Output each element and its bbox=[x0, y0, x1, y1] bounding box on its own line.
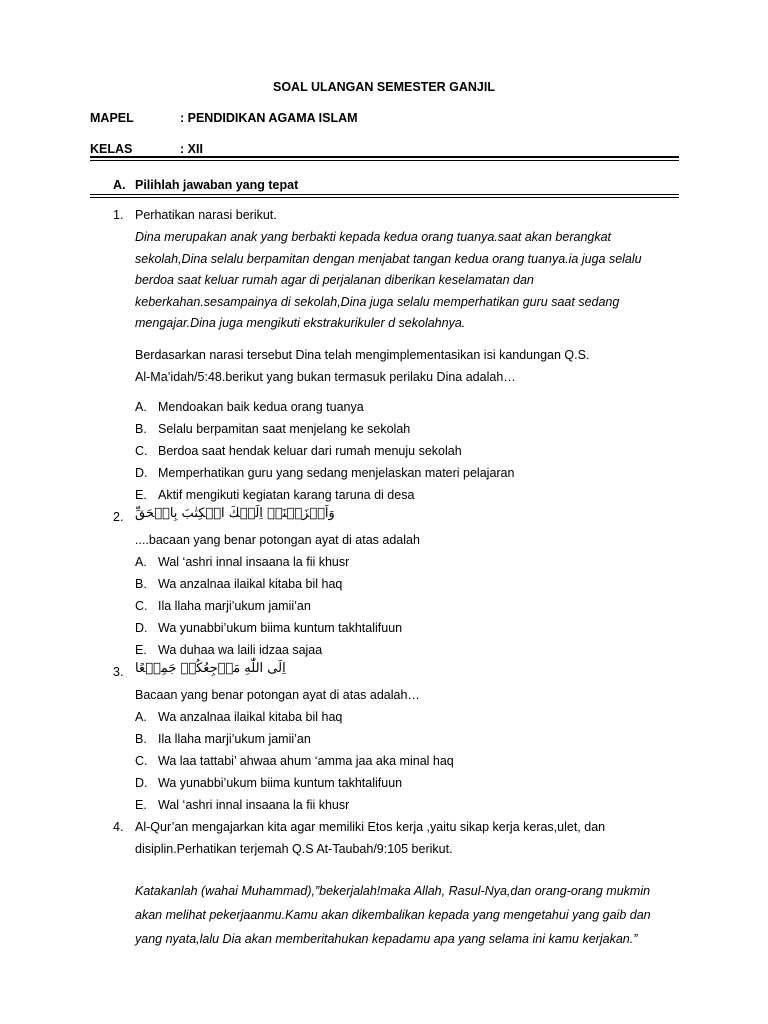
q1-option-text: Berdoa saat hendak keluar dari rumah menuju sekolah bbox=[158, 444, 462, 458]
q1-narrative-line: keberkahan.sesampainya di sekolah,Dina juga selalu memperhatikan guru saat sedang bbox=[135, 295, 620, 309]
q1-option-text: Memperhatikan guru yang sedang menjelaskan materi pelajaran bbox=[158, 466, 515, 480]
q2-option-text: Ila llaha marji’ukum jamii’an bbox=[158, 599, 311, 613]
q1-option-letter: E. bbox=[135, 488, 147, 502]
q1-question-line: Al-Ma’idah/5:48.berikut yang bukan termasuk perilaku Dina adalah… bbox=[135, 370, 516, 384]
header-rule-top bbox=[90, 156, 679, 158]
q1-narrative-line: sekolah,Dina selalu berpamitan dengan menjabat tangan kedua orang tuanya.ia juga selalu bbox=[135, 252, 642, 266]
q1-narrative-line: Dina merupakan anak yang berbakti kepada kedua orang tuanya.saat akan berangkat bbox=[135, 230, 612, 244]
q2-option-text: Wal ‘ashri innal insaana la fii khusr bbox=[158, 555, 350, 569]
q4-intro-line: disiplin.Perhatikan terjemah Q.S At-Taubah/9:105 berikut. bbox=[135, 842, 453, 856]
mapel-value: : PENDIDIKAN AGAMA ISLAM bbox=[180, 111, 358, 125]
section-title: Pilihlah jawaban yang tepat bbox=[135, 178, 299, 192]
q3-option-letter: C. bbox=[135, 754, 148, 768]
q1-narrative-line: berdoa saat keluar rumah agar di perjalanan diberikan keselamatan dan bbox=[135, 273, 534, 287]
q3-option-letter: B. bbox=[135, 732, 147, 746]
q3-option-text: Wa anzalnaa ilaikal kitaba bil haq bbox=[158, 710, 343, 724]
q3-option-letter: E. bbox=[135, 798, 147, 812]
q1-option-text: Selalu berpamitan saat menjelang ke sekolah bbox=[158, 422, 411, 436]
q2-option-text: Wa duhaa wa laili idzaa sajaa bbox=[158, 643, 323, 657]
q2-option-text: Wa anzalnaa ilaikal kitaba bil haq bbox=[158, 577, 343, 591]
kelas-label: KELAS bbox=[90, 142, 133, 156]
q1-option-text: Mendoakan baik kedua orang tuanya bbox=[158, 400, 364, 414]
q3-option-letter: D. bbox=[135, 776, 148, 790]
header-rule-bottom bbox=[90, 160, 679, 161]
q1-option-letter: D. bbox=[135, 466, 148, 480]
q1-question-line: Berdasarkan narasi tersebut Dina telah mengimplementasikan isi kandungan Q.S. bbox=[135, 348, 590, 362]
q3-option-text: Wa yunabbi’ukum biima kuntum takhtalifuun bbox=[158, 776, 403, 790]
q1-option-text: Aktif mengikuti kegiatan karang taruna di desa bbox=[158, 488, 415, 502]
mapel-label: MAPEL bbox=[90, 111, 134, 125]
q2-option-letter: A. bbox=[135, 555, 147, 569]
q3-option-letter: A. bbox=[135, 710, 147, 724]
q1-option-letter: B. bbox=[135, 422, 147, 436]
q2-option-letter: C. bbox=[135, 599, 148, 613]
q4-translation-line: akan melihat pekerjaanmu.Kamu akan dikembalikan kepada yang mengetahui yang gaib dan bbox=[135, 908, 651, 922]
q2-option-letter: E. bbox=[135, 643, 147, 657]
q1-number: 1. bbox=[113, 208, 124, 222]
page-title: SOAL ULANGAN SEMESTER GANJIL bbox=[272, 80, 495, 94]
q2-option-letter: B. bbox=[135, 577, 147, 591]
q3-number: 3. bbox=[113, 665, 124, 679]
q3-option-text: Ila llaha marji’ukum jamii’an bbox=[158, 732, 311, 746]
q4-intro-line: Al-Qur’an mengajarkan kita agar memiliki Etos kerja ,yaitu sikap kerja keras,ulet, dan bbox=[135, 820, 606, 834]
section-rule-bottom bbox=[90, 197, 679, 198]
q3-option-text: Wal ‘ashri innal insaana la fii khusr bbox=[158, 798, 350, 812]
q2-option-text: Wa yunabbi’ukum biima kuntum takhtalifuun bbox=[158, 621, 403, 635]
q2-option-letter: D. bbox=[135, 621, 148, 635]
q3-question: Bacaan yang benar potongan ayat di atas adalah… bbox=[135, 688, 420, 702]
q4-translation-line: Katakanlah (wahai Muhammad),”bekerjalah!maka Allah, Rasul-Nya,dan orang-orang mukmin bbox=[135, 884, 651, 898]
kelas-value: : XII bbox=[180, 142, 203, 156]
q4-translation-line: yang nyata,lalu Dia akan memberitahukan kepadamu apa yang selama ini kamu kerjakan.” bbox=[135, 932, 638, 946]
q2-number: 2. bbox=[113, 510, 124, 524]
q1-option-letter: A. bbox=[135, 400, 147, 414]
q3-arabic-verse: اِلَى اللّٰهِ مَرۡجِعُكُمۡ جَمِيۡعًا bbox=[135, 661, 286, 676]
q1-option-letter: C. bbox=[135, 444, 148, 458]
q2-question: ....bacaan yang benar potongan ayat di atas adalah bbox=[135, 533, 420, 547]
q1-intro: Perhatikan narasi berikut. bbox=[135, 208, 277, 222]
q3-option-text: Wa laa tattabi’ ahwaa ahum ‘amma jaa aka minal haq bbox=[158, 754, 454, 768]
q2-arabic-verse: وَاَنۡزَلۡنَاۤ اِلَيۡكَ الۡكِتٰبَ بِالۡحَقِّ bbox=[135, 506, 335, 521]
q4-number: 4. bbox=[113, 820, 124, 834]
section-rule-top bbox=[90, 194, 679, 195]
section-letter: A. bbox=[113, 178, 126, 192]
q1-narrative-line: mengajar.Dina juga mengikuti ekstrakurikuler d sekolahnya. bbox=[135, 316, 466, 330]
